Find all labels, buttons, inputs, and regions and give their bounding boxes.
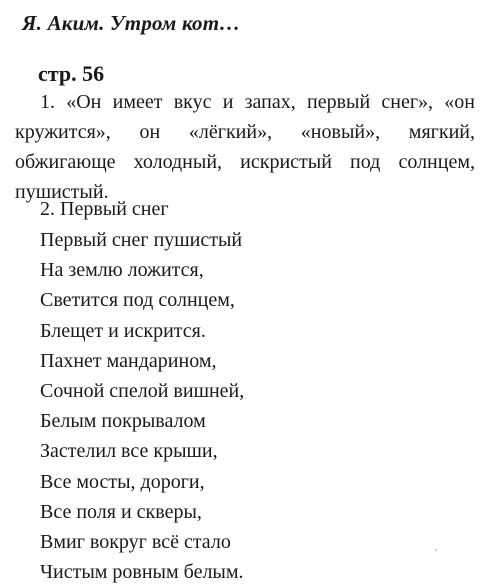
poem-line: На землю ложится, — [40, 259, 204, 282]
poem-line: Белым покрывалом — [40, 410, 206, 433]
answer-1 — [15, 87, 475, 207]
poem-line: Сочной спелой вишней, — [40, 379, 245, 402]
poem-line: Чистым ровным белым. — [40, 561, 244, 584]
poem-line: Все поля и скверы, — [40, 500, 202, 523]
poem-title: 2. Первый снег — [40, 198, 169, 220]
poem-line: Вмиг вокруг всё стало — [40, 530, 231, 553]
answer-1-text: 1. «Он имеет вкус и запах, первый снег», «он кружится», он «лёгкий», «новый», мягкий, обжигающе холодный, искристый под солнцем, пушистый. — [15, 91, 475, 203]
poem-line: Блещет и искрится. — [40, 319, 206, 342]
poem-line: Первый снег пушистый — [40, 229, 243, 251]
poem-line: Светится под солнцем, — [40, 289, 235, 312]
poem-line: Все мосты, дороги, — [40, 470, 205, 493]
page-reference: стр. 56 — [38, 61, 105, 86]
poem-line: Пахнет мандарином, — [40, 349, 217, 372]
page-header: Я. Аким. Утром кот… — [22, 11, 241, 35]
poem-lines — [40, 225, 244, 587]
scan-speck — [435, 549, 437, 551]
poem-line: Застелил все крыши, — [40, 440, 218, 463]
